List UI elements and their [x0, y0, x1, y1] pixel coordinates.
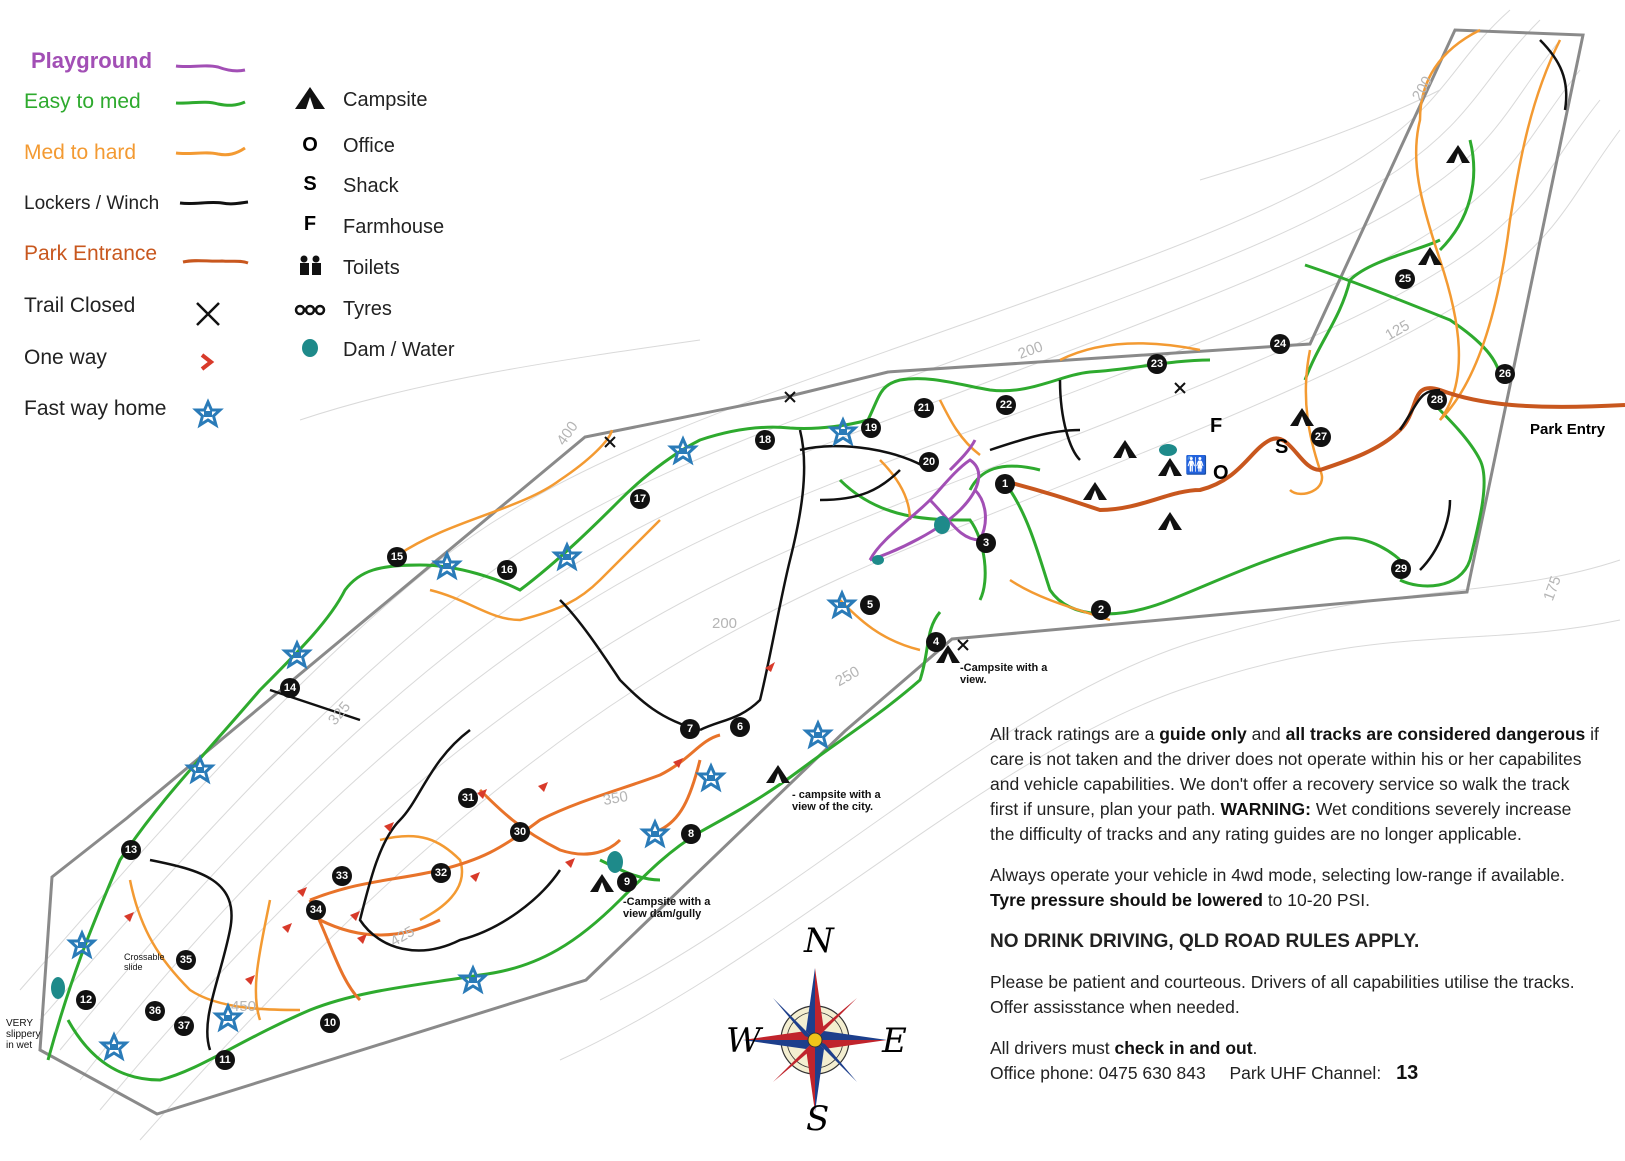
note-crossable-slide: Crossable slide: [124, 952, 165, 972]
waypoint-marker: 4: [926, 632, 946, 652]
waypoint-marker: 22: [996, 395, 1016, 415]
waypoint-marker: 27: [1311, 427, 1331, 447]
office-phone: Office phone: 0475 630 843: [990, 1063, 1206, 1083]
waypoint-marker: 5: [860, 595, 880, 615]
waypoint-marker: 26: [1495, 364, 1515, 384]
note-campsite-view: -Campsite with a view.: [960, 662, 1048, 686]
waypoint-marker: 24: [1270, 334, 1290, 354]
note-very-slippery: VERY slippery in wet: [6, 1018, 41, 1051]
waypoint-marker: 18: [755, 430, 775, 450]
waypoint-marker: 30: [510, 822, 530, 842]
office-icon: O: [302, 134, 318, 156]
waypoint-marker: 8: [681, 824, 701, 844]
waypoint-marker: 10: [320, 1013, 340, 1033]
contour-label: 325: [324, 698, 355, 729]
waypoint-marker: 9: [617, 872, 637, 892]
compass-e: E: [882, 1021, 907, 1061]
info-courtesy: Please be patient and courteous. Drivers of all capabilities utilise the tracks. Offer assisstance when needed.: [990, 972, 1575, 1017]
campsite-icon: [295, 87, 325, 109]
legend-toilets-label: Toilets: [343, 257, 400, 279]
note-campsite-dam: -Campsite with a view dam/gully: [623, 896, 711, 920]
waypoint-marker: 35: [176, 950, 196, 970]
contour-label: 175: [1540, 573, 1565, 604]
farmhouse-marker: F: [1210, 415, 1223, 437]
contour-label: 425: [387, 922, 418, 951]
info-panel: [990, 722, 1600, 1086]
waypoint-marker: 36: [145, 1001, 165, 1021]
compass-w: W: [726, 1021, 761, 1061]
legend-playground: Playground: [31, 48, 153, 73]
waypoint-marker: 37: [174, 1016, 194, 1036]
info-4wd: Always operate your vehicle in 4wd mode, selecting low-range if available. Tyre pressure should be lowered to 10-20 PSI.: [990, 865, 1565, 910]
waypoint-marker: 7: [680, 719, 700, 739]
legend-easy: Easy to med: [24, 90, 141, 113]
med-hard-main-tracks: [310, 735, 720, 1000]
compass-n: N: [804, 921, 834, 961]
waypoint-marker: 21: [914, 398, 934, 418]
shack-icon: S: [303, 173, 317, 195]
contour-label: 200: [712, 615, 738, 632]
farmhouse-icon: F: [303, 213, 317, 235]
waypoint-marker: 32: [431, 863, 451, 883]
toilets-marker: 🚻: [1185, 455, 1208, 475]
info-no-drink-driving: NO DRINK DRIVING, QLD ROAD RULES APPLY.: [990, 931, 1420, 952]
waypoint-marker: 13: [121, 840, 141, 860]
legend-shack-label: Shack: [343, 175, 399, 197]
contour-label: 350: [601, 787, 630, 810]
one-way-markers: [124, 662, 775, 985]
legend-dam-label: Dam / Water: [343, 339, 455, 361]
legend-office-label: Office: [343, 135, 395, 157]
waypoint-marker: 14: [280, 678, 300, 698]
legend-lockers: Lockers / Winch: [24, 193, 160, 214]
waypoint-marker: 28: [1427, 390, 1447, 410]
waypoint-marker: 25: [1395, 269, 1415, 289]
contour-label: 200: [1015, 338, 1046, 363]
info-disclaimer: All track ratings are a guide only and all tracks are considered dangerous if care is not taken and the driver does not operate within his or her capabilites and vehicle capabilities. We don't offer a recovery service so walk the track first if unsure, plan your path. WARNING: Wet conditions severely increase the difficulty of tracks and any rating guides are no longer applicable.: [990, 724, 1599, 844]
waypoint-marker: 23: [1147, 354, 1167, 374]
park-entry-label: Park Entry: [1530, 421, 1606, 438]
waypoint-marker: 2: [1091, 600, 1111, 620]
legend-one-way: One way: [24, 346, 107, 369]
tyres-icon: [296, 306, 324, 314]
legend-fast-way-home: Fast way home: [24, 397, 167, 420]
office-marker: O: [1213, 462, 1229, 484]
legend-campsite-label: Campsite: [343, 89, 428, 111]
legend-farmhouse-label: Farmhouse: [343, 216, 445, 238]
compass-rose: [720, 921, 910, 1139]
legend-trail-closed: Trail Closed: [24, 294, 136, 317]
legend-med-hard: Med to hard: [24, 141, 137, 164]
legend-swatches: [0, 0, 300, 440]
compass-s: S: [806, 1099, 830, 1139]
waypoint-marker: 15: [387, 547, 407, 567]
uhf-label: Park UHF Channel:: [1229, 1063, 1382, 1083]
uhf-channel: 13: [1396, 1062, 1419, 1084]
waypoint-marker: 19: [861, 418, 881, 438]
waypoint-marker: 3: [976, 533, 996, 553]
info-check-in: All drivers must check in and out.: [990, 1038, 1258, 1058]
waypoint-marker: 31: [458, 788, 478, 808]
waypoint-marker: 12: [76, 990, 96, 1010]
legend-park-entrance: Park Entrance: [24, 242, 158, 265]
waypoint-marker: 11: [215, 1050, 235, 1070]
waypoint-marker: 34: [306, 900, 326, 920]
waypoint-marker: 33: [332, 866, 352, 886]
dam-water-icon: [302, 339, 318, 357]
shack-marker: S: [1275, 436, 1289, 458]
waypoint-marker: 29: [1391, 559, 1411, 579]
waypoint-marker: 16: [497, 560, 517, 580]
contour-label: 125: [1382, 316, 1413, 345]
info-contact: [990, 1061, 1600, 1086]
waypoint-marker: 17: [630, 489, 650, 509]
toilets-icon: [300, 256, 321, 276]
contour-label: 200: [1408, 73, 1437, 104]
waypoint-marker: 20: [919, 452, 939, 472]
waypoint-marker: 6: [730, 717, 750, 737]
note-campsite-city: - campsite with a view of the city.: [792, 789, 881, 813]
legend-tyres-label: Tyres: [343, 298, 392, 320]
waypoint-marker: 1: [995, 474, 1015, 494]
contour-label: 250: [832, 662, 863, 691]
contour-label: 400: [553, 418, 582, 449]
contour-label: 450: [231, 998, 257, 1015]
